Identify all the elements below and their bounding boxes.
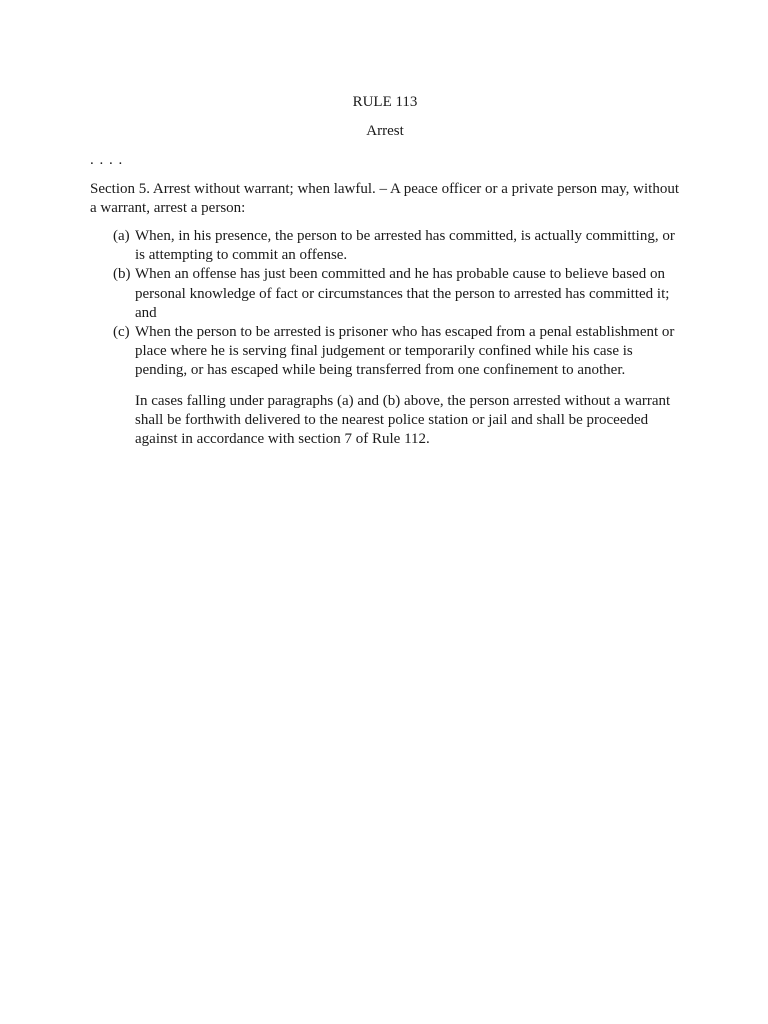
list-item xyxy=(90,323,680,381)
section-intro: Section 5. Arrest without warrant; when lawful. – A peace officer or a private person may, without a warrant, arrest a person: xyxy=(90,180,679,216)
lawful-arrest-list xyxy=(90,227,680,381)
list-item xyxy=(90,227,680,265)
list-item-marker: (c) xyxy=(113,324,130,341)
rule-title: RULE 113 xyxy=(352,94,418,110)
list-item-marker: (a) xyxy=(113,228,130,245)
list-item xyxy=(90,265,680,323)
rule-subtitle: Arrest xyxy=(366,123,404,140)
list-item-text: When the person to be arrested is prisoner who has escaped from a penal establishment or place where he is serving final judgement or temporarily confined while his case is pending, or has escaped while being transferred from one confinement to another. xyxy=(135,324,675,379)
closing-paragraph: In cases falling under paragraphs (a) and (b) above, the person arrested without a warrant shall be forthwith delivered to the nearest police station or jail and shall be proceeded against in accordance with section 7 of Rule 112. xyxy=(135,392,671,448)
list-item-text: When, in his presence, the person to be arrested has committed, is actually committing, or is attempting to commit an offense. xyxy=(135,228,675,264)
omission-ellipsis: . . . . xyxy=(90,152,124,169)
document-page xyxy=(90,93,680,449)
list-item-text: When an offense has just been committed and he has probable cause to believe based on personal knowledge of fact or circumstances that the person to arrested has committed it; and xyxy=(135,266,670,321)
list-item-marker: (b) xyxy=(113,266,131,283)
